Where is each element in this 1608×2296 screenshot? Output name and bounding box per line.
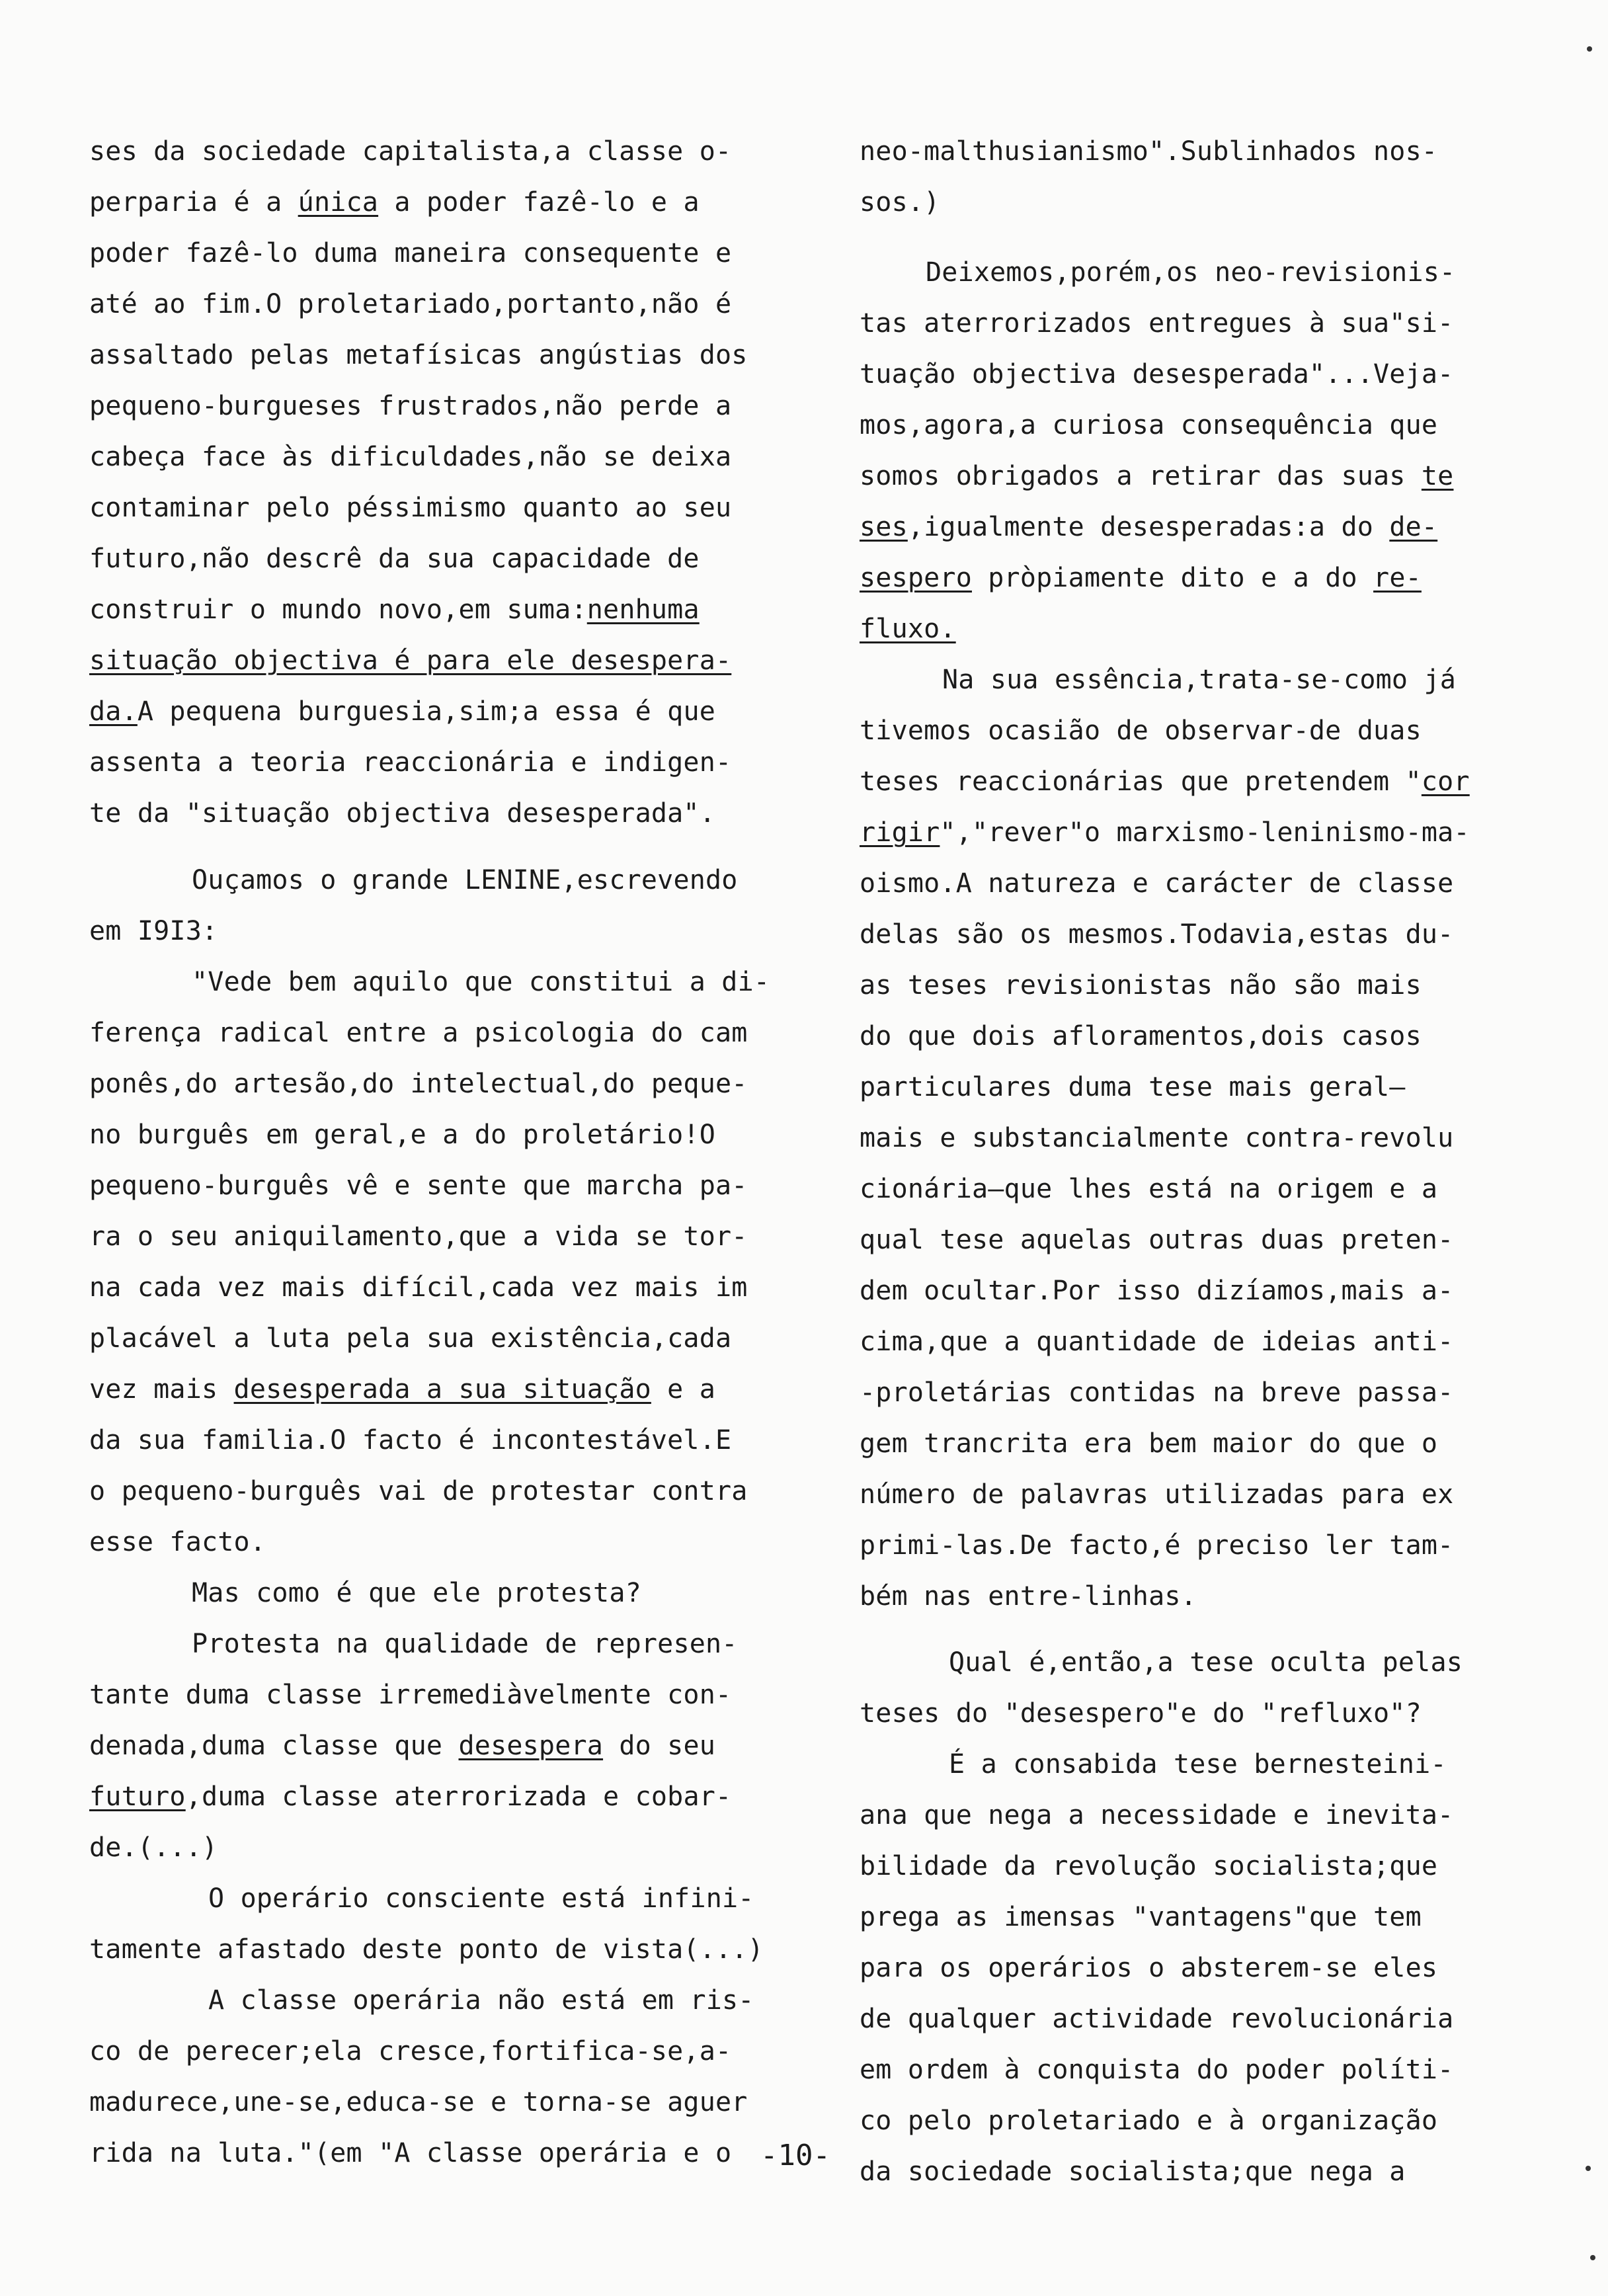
underlined-text: ses (860, 512, 908, 542)
text-fragment: pròpiamente dito e a do (971, 563, 1374, 593)
text-line: Deixemos,porém,os neo-revisionis- (926, 257, 1456, 288)
text-line: sos.) (860, 187, 940, 218)
underlined-text: cor (1421, 766, 1470, 797)
text-line (89, 1781, 731, 1813)
underlined-text: futuro (89, 1782, 186, 1812)
text-line: até ao fim.O proletariado,portanto,não é (89, 289, 732, 319)
text-line: da sociedade socialista;que nega a (860, 2156, 1406, 2187)
text-line: assenta a teoria reaccionária e indigen- (89, 747, 732, 778)
text-line: te da "situação objectiva desesperada". (89, 798, 715, 829)
text-line: bilidade da revolução socialista;que (860, 1851, 1438, 1881)
text-line: de qualquer actividade revolucionária (860, 2004, 1454, 2034)
underlined-text: nenhuma (586, 594, 700, 625)
text-line (860, 511, 1437, 543)
text-line: -proletárias contidas na breve passa- (860, 1377, 1454, 1408)
text-fragment: construir o mundo novo,em suma: (89, 594, 587, 625)
text-line: prega as imensas "vantagens"que tem (860, 1902, 1422, 1932)
text-fragment: do seu (603, 1731, 716, 1761)
text-line: no burguês em geral,e a do proletário!O (89, 1120, 715, 1150)
scan-speck (1587, 46, 1592, 52)
text-line: ana que nega a necessidade e inevita- (860, 1800, 1454, 1830)
text-line: do que dois afloramentos,dois casos (860, 1021, 1422, 1051)
text-line: tuação objectiva desesperada"...Veja- (860, 359, 1454, 390)
text-line: de.(...) (89, 1832, 218, 1863)
text-line (89, 186, 700, 218)
text-line: dem ocultar.Por isso dizíamos,mais a- (860, 1276, 1454, 1306)
text-fragment: vez mais (89, 1374, 234, 1405)
underlined-text: desesperada a sua situação (233, 1374, 651, 1405)
text-fragment: e a (651, 1374, 716, 1405)
scan-speck (1586, 2166, 1591, 2171)
text-line: co pelo proletariado e à organização (860, 2106, 1438, 2136)
underlined-text: rigir (860, 817, 940, 848)
text-line: esse facto. (89, 1527, 266, 1557)
text-line: Ouçamos o grande LENINE,escrevendo (192, 865, 738, 895)
text-line (860, 766, 1470, 798)
text-line: placável a luta pela sua existência,cada (89, 1323, 732, 1354)
text-line: Protesta na qualidade de represen- (192, 1629, 738, 1659)
text-line: ferença radical entre a psicologia do cam (89, 1018, 748, 1048)
underlined-text: de- (1389, 512, 1438, 542)
text-line: bém nas entre-linhas. (860, 1581, 1197, 1612)
underlined-text: da. (89, 696, 138, 727)
text-line: as teses revisionistas não são mais (860, 970, 1422, 1001)
text-line: cabeça face às dificuldades,não se deixa (89, 442, 732, 472)
text-line: na cada vez mais difícil,cada vez mais im (89, 1272, 748, 1303)
text-line: ra o seu aniquilamento,que a vida se tor- (89, 1221, 748, 1252)
text-fragment: teses reaccionárias que pretendem " (860, 766, 1422, 797)
text-line (89, 1730, 715, 1762)
text-line: contaminar pelo péssimismo quanto ao seu (89, 493, 732, 523)
text-line: cima,que a quantidade de ideias anti- (860, 1327, 1454, 1357)
text-line: Na sua essência,trata-se-como já (942, 665, 1457, 695)
text-line: tante duma classe irremediàvelmente con- (89, 1680, 732, 1710)
text-fragment: somos obrigados a retirar das suas (860, 461, 1422, 491)
text-line: madurece,une-se,educa-se e torna-se aguer (89, 2087, 748, 2117)
text-line: tivemos ocasião de observar-de duas (860, 716, 1422, 746)
scan-speck (1590, 2255, 1595, 2260)
underlined-text: desespera (458, 1731, 604, 1761)
text-line: tas aterrorizados entregues à sua"si- (860, 308, 1454, 339)
text-line (89, 594, 700, 626)
text-line: assaltado pelas metafísicas angústias dos (89, 340, 748, 370)
text-line: É a consabida tese bernesteini- (949, 1749, 1447, 1780)
text-fragment: perparia é a (89, 187, 298, 218)
text-line: particulares duma tese mais geral— (860, 1072, 1406, 1102)
text-line: futuro,não descrê da sua capacidade de (89, 544, 700, 574)
text-line (89, 696, 715, 727)
text-line: para os operários o absterem-se eles (860, 1953, 1438, 1983)
text-line: qual tese aquelas outras duas preten- (860, 1225, 1454, 1255)
text-line: em I9I3: (89, 916, 218, 946)
underlined-text: única (298, 187, 379, 218)
text-line: mais e substancialmente contra-revolu (860, 1123, 1454, 1153)
text-line: rida na luta."(em "A classe operária e o (89, 2138, 732, 2168)
text-line: Qual é,então,a tese oculta pelas (949, 1647, 1463, 1678)
text-line: teses do "desespero"e do "refluxo"? (860, 1698, 1422, 1729)
underlined-text: sespero (860, 563, 972, 593)
text-line: delas são os mesmos.Todavia,estas du- (860, 919, 1454, 950)
text-line (860, 460, 1453, 492)
text-fragment: A pequena burguesia,sim;a essa é que (137, 696, 716, 727)
text-line: tamente afastado deste ponto de vista(...) (89, 1934, 764, 1965)
underlined-text: situação objectiva é para ele desespera- (89, 645, 732, 676)
text-line: oismo.A natureza e carácter de classe (860, 868, 1454, 899)
text-line: co de perecer;ela cresce,fortifica-se,a- (89, 2036, 732, 2067)
text-line (860, 817, 1470, 848)
text-line: em ordem à conquista do poder políti- (860, 2055, 1454, 2085)
text-line: pequeno-burguês vê e sente que marcha pa- (89, 1170, 748, 1201)
text-line: "Vede bem aquilo que constitui a di- (192, 967, 770, 997)
underlined-text: re- (1373, 563, 1422, 593)
text-line: cionária—que lhes está na origem e a (860, 1174, 1438, 1204)
text-line: ses da sociedade capitalista,a classe o- (89, 136, 732, 167)
text-line: O operário consciente está infini- (208, 1883, 754, 1914)
underlined-text: fluxo. (860, 614, 956, 644)
text-line: primi-las.De facto,é preciso ler tam- (860, 1530, 1454, 1561)
underlined-text: te (1421, 461, 1454, 491)
text-line: mos,agora,a curiosa consequência que (860, 410, 1438, 440)
text-line: da sua familia.O facto é incontestável.E (89, 1425, 732, 1456)
text-line: ponês,do artesão,do intelectual,do peque- (89, 1069, 748, 1099)
text-line (89, 1374, 715, 1405)
text-line: o pequeno-burguês vai de protestar contra (89, 1476, 748, 1506)
text-line: poder fazê-lo duma maneira consequente e (89, 238, 732, 268)
text-line: A classe operária não está em ris- (208, 1985, 754, 2016)
page-number: -10- (760, 2139, 830, 2172)
text-line: pequeno-burgueses frustrados,não perde a (89, 391, 732, 421)
text-fragment: ,duma classe aterrorizada e cobar- (185, 1782, 732, 1812)
text-fragment: ","rever"o marxismo-leninismo-ma- (940, 817, 1470, 848)
text-line (860, 562, 1422, 594)
text-line: Mas como é que ele protesta? (192, 1578, 641, 1608)
text-line: neo-malthusianismo".Sublinhados nos- (860, 136, 1438, 167)
text-fragment: denada,duma classe que (89, 1731, 459, 1761)
text-line: número de palavras utilizadas para ex (860, 1479, 1454, 1510)
text-line: gem trancrita era bem maior do que o (860, 1428, 1438, 1459)
text-fragment: ,igualmente desesperadas:a do (907, 512, 1390, 542)
text-fragment: a poder fazê-lo e a (378, 187, 700, 218)
